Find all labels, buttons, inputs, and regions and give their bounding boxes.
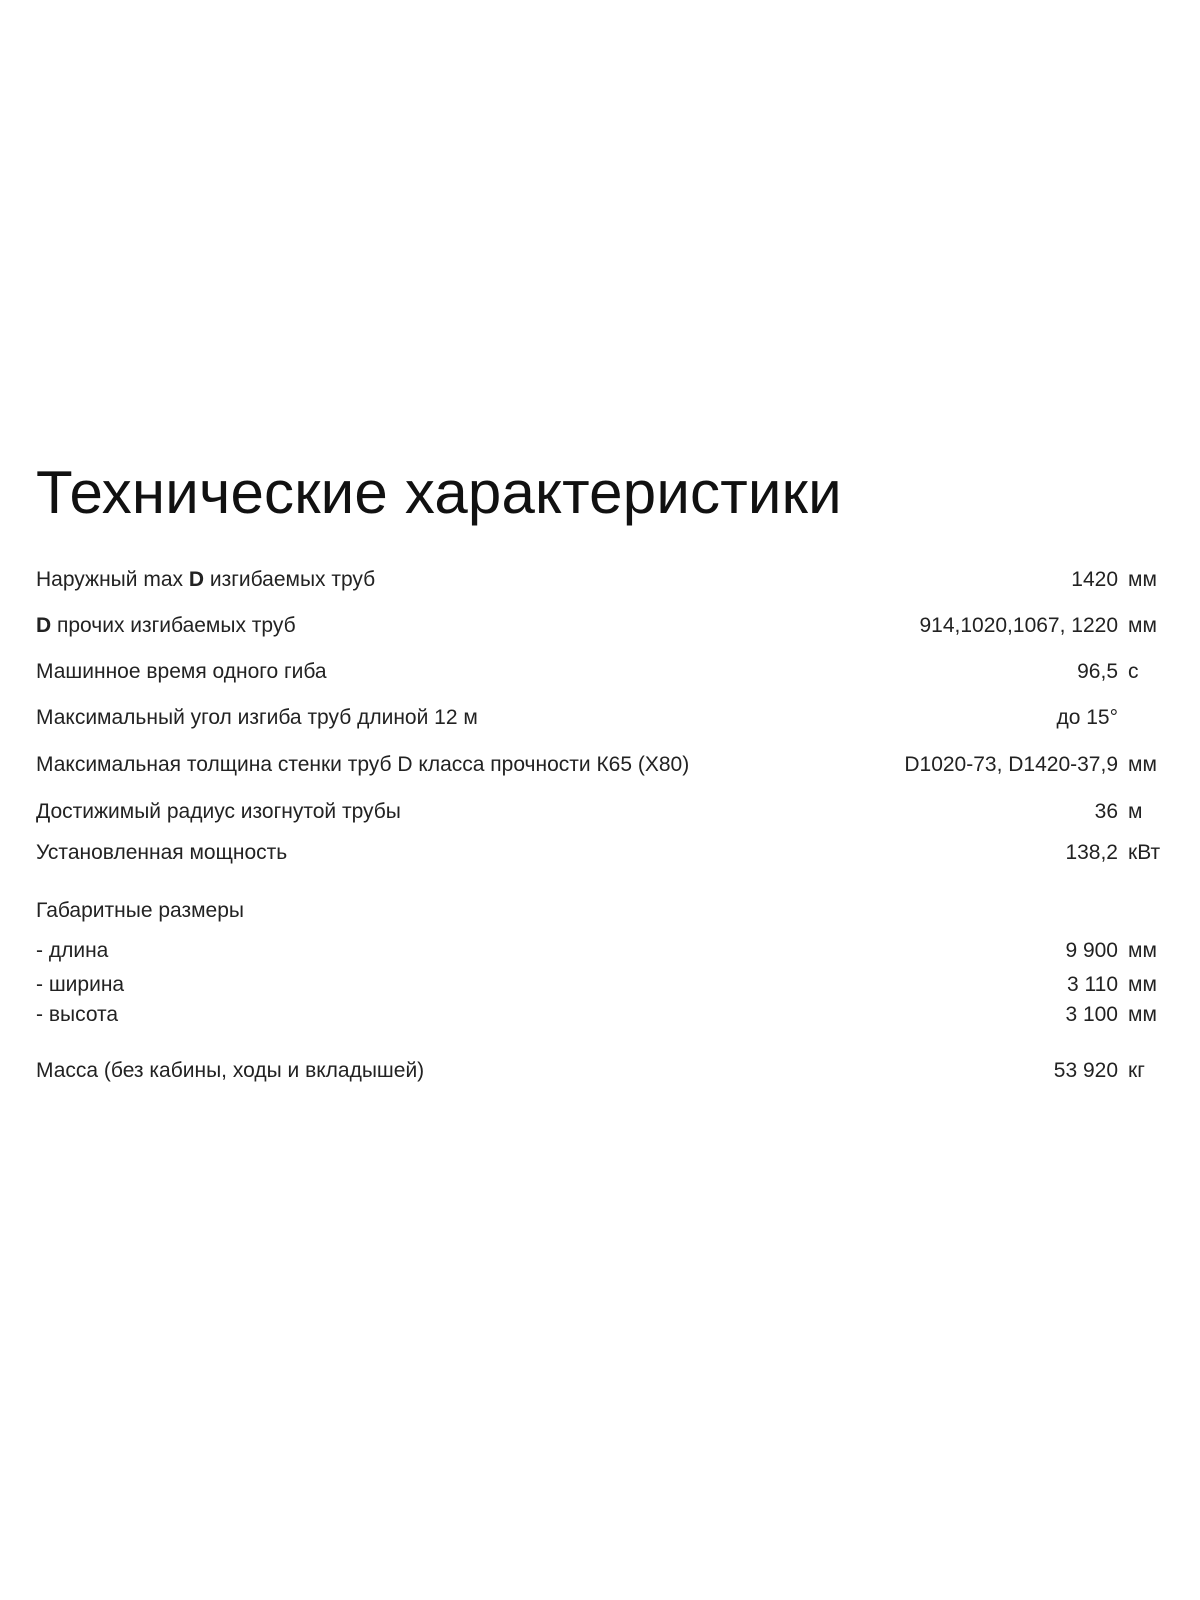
spec-value: 53 920 xyxy=(1053,1059,1118,1082)
spec-label-text: прочих изгибаемых труб xyxy=(51,614,296,637)
spec-value: 3 100 xyxy=(1065,1003,1118,1026)
spec-label: - длина xyxy=(36,939,109,962)
spec-value: до 15° xyxy=(1056,706,1118,729)
spec-label xyxy=(36,610,296,642)
spec-row-other-diameters xyxy=(36,610,1164,642)
spec-label-text: Наружный max xyxy=(36,568,189,591)
spec-label xyxy=(36,564,375,596)
spec-label: Максимальная толщина стенки труб D класса прочности К65 (Х80) xyxy=(36,753,690,776)
spec-unit: с xyxy=(1128,660,1139,683)
spec-label: Достижимый радиус изогнутой трубы xyxy=(36,800,401,823)
spec-row-mass xyxy=(36,1055,1164,1087)
spec-unit: мм xyxy=(1128,1003,1157,1026)
spec-label: Масса (без кабины, ходы и вкладышей) xyxy=(36,1059,425,1082)
dimensions-heading-label: Габаритные размеры xyxy=(36,899,244,922)
spec-label: Установленная мощность xyxy=(36,841,288,864)
spec-row-outer-diameter xyxy=(36,564,1164,596)
dimensions-heading xyxy=(36,895,1164,927)
spec-value: D1020-73, D1420-37,9 xyxy=(904,753,1118,776)
spec-unit: мм xyxy=(1128,973,1157,996)
spec-row-power xyxy=(36,837,1164,869)
spec-unit: м xyxy=(1128,800,1143,823)
page-title: Технические характеристики xyxy=(36,459,842,526)
spec-value: 1420 xyxy=(1071,568,1118,591)
spec-label-text: изгибаемых труб xyxy=(204,568,376,591)
spec-row-wall-thickness xyxy=(36,749,1164,781)
spec-label: Машинное время одного гиба xyxy=(36,660,327,683)
spec-label: - ширина xyxy=(36,973,125,996)
spec-row-length xyxy=(36,935,1164,967)
spec-unit: мм xyxy=(1128,753,1157,776)
spec-row-bend-radius xyxy=(36,796,1164,828)
spec-value: 138,2 xyxy=(1065,841,1118,864)
spec-value: 3 110 xyxy=(1067,973,1118,996)
spec-unit: мм xyxy=(1128,614,1157,637)
spec-label-bold: D xyxy=(36,614,52,637)
spec-row-height xyxy=(36,999,1164,1031)
spec-label-bold: D xyxy=(188,568,205,591)
spec-value: 36 xyxy=(1094,800,1118,823)
spec-unit: мм xyxy=(1128,939,1157,962)
spec-label: - высота xyxy=(36,1003,119,1026)
spec-value: 9 900 xyxy=(1065,939,1118,962)
spec-value: 914,1020,1067, 1220 xyxy=(919,614,1118,637)
spec-unit: кВт xyxy=(1128,841,1161,864)
spec-label: Максимальный угол изгиба труб длиной 12 м xyxy=(36,706,478,729)
spec-row-bend-time xyxy=(36,656,1164,688)
spec-value: 96,5 xyxy=(1077,660,1118,683)
spec-unit: мм xyxy=(1128,568,1157,591)
spec-unit: кг xyxy=(1128,1059,1145,1082)
spec-row-max-angle xyxy=(36,702,1164,734)
spec-row-width xyxy=(36,969,1164,1001)
